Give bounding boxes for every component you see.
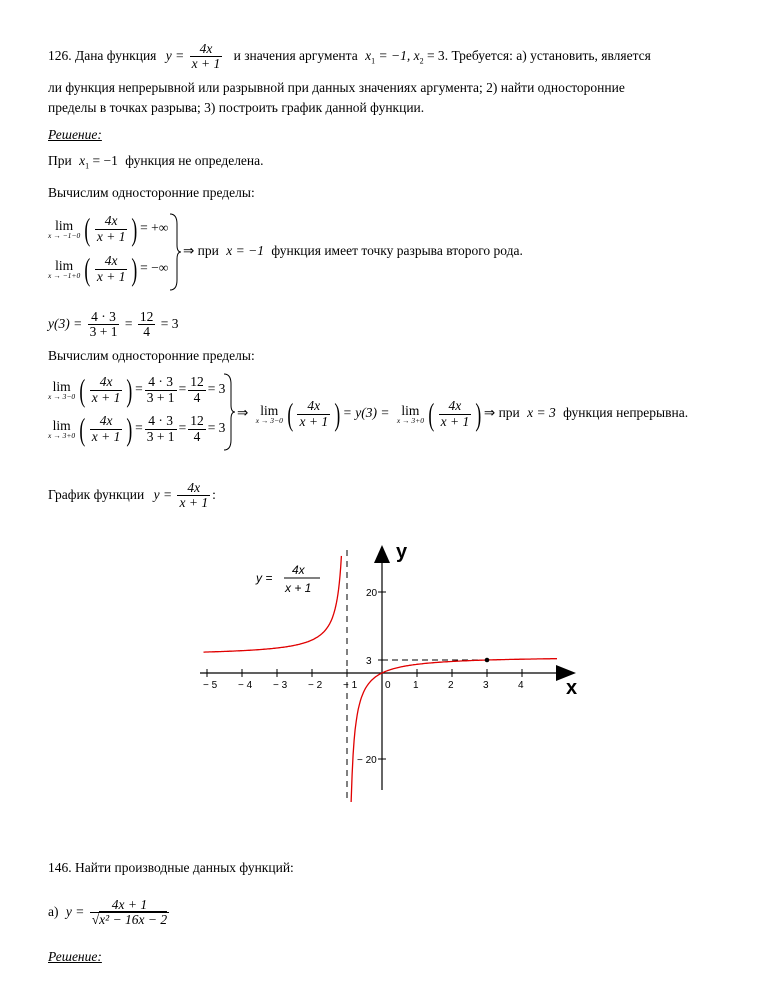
x-tick-label: 2 <box>448 680 454 691</box>
tick-marks <box>207 592 522 759</box>
legend-num: 4x <box>292 563 305 577</box>
step-undefined <box>48 153 264 171</box>
lim-den3: 4 <box>193 428 201 444</box>
problem-146-title: 146. Найти производные данных функций: <box>48 860 294 875</box>
problem-126-line2: ли функция непрерывной или разрывной при данных значениях аргумента; 2) найти односторонние <box>48 80 625 95</box>
y3-lhs: y(3) = <box>48 315 83 331</box>
step1-x: x <box>79 153 86 168</box>
conclusion: функция имеет точку разрыва второго рода. <box>271 243 523 258</box>
limit-a1: lim x → −1−0 ( $\frac{4x}{x + 1}$ ) = +∞ <box>48 211 169 247</box>
function-graph <box>196 540 586 802</box>
lim-result: = +∞ <box>140 220 169 236</box>
limit-a-conclusion <box>183 243 523 259</box>
lim-sub: x → 3+0 <box>396 416 424 425</box>
right-brace <box>168 212 182 292</box>
graph-label-text: График функции <box>48 486 145 502</box>
y-tick-label: 20 <box>366 588 378 599</box>
step1-sub: 1 <box>85 161 90 171</box>
lim-word: lim <box>52 417 71 433</box>
calc-limits-2: Вычислим односторонние пределы: <box>48 348 255 363</box>
lim-sub: x → −1+0 <box>48 271 81 280</box>
y-tick-label: − 20 <box>357 755 377 766</box>
x-tick-label: 4 <box>518 680 524 691</box>
step1-post: функция не определена. <box>125 153 264 168</box>
problem-126-line1 <box>48 42 651 71</box>
x-tick-label: 3 <box>483 680 489 691</box>
args-label: и значения аргумента <box>233 47 358 63</box>
y3-computation <box>48 310 178 339</box>
limit-a2: lim x → −1+0 ( $\frac{4x}{x + 1}$ ) = −∞ <box>48 251 169 287</box>
graph-den: x + 1 <box>179 495 209 511</box>
lim-word: lim <box>52 378 71 394</box>
args-sub2: 2 <box>419 56 424 66</box>
fraction-numerator: 4x <box>190 42 223 57</box>
lim-num: 4x <box>90 414 123 429</box>
lim-result: = 3 <box>207 420 226 436</box>
p146-den: √x² − 16x − 2 <box>91 912 168 928</box>
implies: ⇒ <box>237 405 249 421</box>
args-sub1: 1 <box>371 56 376 66</box>
legend-y: y = <box>256 571 273 585</box>
x-tick-label: − 1 <box>343 680 358 691</box>
lim-result: = 3 <box>207 381 226 397</box>
x-tick-label: − 2 <box>308 680 323 691</box>
item-a: а) <box>48 903 59 919</box>
p146-y: y = <box>65 903 85 919</box>
lim-sub: x → 3−0 <box>48 392 76 401</box>
lim-den3: 4 <box>193 389 201 405</box>
args-mid: = −1, x <box>375 47 420 63</box>
left-branch <box>204 556 342 652</box>
limit-b1: lim x → 3−0 ( $\frac{4x}{x + 1}$ ) = $\frac{4 \cdot 3}{3 + 1}$ = $\frac{12}{4}$ = 3 <box>48 372 226 408</box>
y3-num1: 4 · 3 <box>88 310 120 325</box>
curve-legend <box>255 563 320 595</box>
lim-result: = −∞ <box>140 260 169 276</box>
limit-b-conclusion: ⇒ lim x → 3−0 ( $\frac{4x}{x + 1}$ ) = y(3) = lim x → 3+0 ( $\frac{4x}{x + 1}$ ) ⇒ при x = 3 функция непрерывна. <box>237 396 689 432</box>
problem-146-a <box>48 898 171 927</box>
function-y: y = <box>165 47 185 63</box>
solution-label-2: Решение: <box>48 949 102 964</box>
x-tick-label: − 5 <box>203 680 218 691</box>
tick-labels <box>203 541 577 766</box>
graph-num: 4x <box>177 481 210 496</box>
lim-num: 4x <box>439 399 472 414</box>
lim-den: x + 1 <box>96 228 126 244</box>
lim-word: lim <box>55 257 74 273</box>
lim-den2: 3 + 1 <box>146 428 175 444</box>
p146-radicand: x² − 16x − 2 <box>99 912 168 928</box>
graph-label <box>48 481 216 510</box>
condition: x = 3 <box>527 405 556 421</box>
lim-word: lim <box>55 217 74 233</box>
lim-den: x + 1 <box>299 413 329 429</box>
conclusion: функция непрерывна. <box>563 405 689 421</box>
lim-sub: x → 3+0 <box>48 431 76 440</box>
step1-pre: При <box>48 153 72 168</box>
x-axis-label: x <box>566 677 578 699</box>
y-tick-label: 3 <box>366 656 372 667</box>
curves <box>204 556 558 802</box>
implies: ⇒ при <box>183 243 219 258</box>
marked-point <box>485 658 490 663</box>
x-tick-label: 1 <box>413 680 419 691</box>
lim-den: x + 1 <box>96 268 126 284</box>
implies-2: ⇒ при <box>483 405 520 421</box>
y-axis-label: y <box>396 541 408 563</box>
p146-num: 4x + 1 <box>90 898 169 913</box>
fraction-denominator: x + 1 <box>191 56 221 72</box>
step1-eq: = −1 <box>89 153 118 168</box>
y3-den2: 4 <box>143 324 150 340</box>
calc-limits-1: Вычислим односторонние пределы: <box>48 185 255 200</box>
lim-den: x + 1 <box>91 428 121 444</box>
y3-eq: = <box>124 315 133 331</box>
problem-126-line3: пределы в точках разрыва; 3) построить график данной функции. <box>48 100 425 115</box>
lim-den: x + 1 <box>91 389 121 405</box>
lim-num3: 12 <box>190 413 204 429</box>
y3-result: = 3 <box>160 315 179 331</box>
lim-num3: 12 <box>190 374 204 390</box>
graph-y: y = <box>153 486 173 502</box>
task-tail: . Требуется: а) установить, является <box>444 47 651 63</box>
lim-num: 4x <box>95 254 128 269</box>
x-tick-label: − 3 <box>273 680 288 691</box>
right-brace <box>222 372 236 452</box>
limit-b2: lim x → 3+0 ( $\frac{4x}{x + 1}$ ) = $\frac{4 \cdot 3}{3 + 1}$ = $\frac{12}{4}$ = 3 <box>48 411 226 447</box>
p146-fraction <box>90 898 169 927</box>
y-axis-arrow <box>374 545 390 563</box>
args-end: = 3 <box>423 47 445 63</box>
lim-num: 4x <box>297 399 330 414</box>
solution-label: Решение: <box>48 127 102 142</box>
args-x1: x <box>365 47 372 63</box>
y3-den1: 3 + 1 <box>89 324 118 340</box>
lim-word: lim <box>401 402 420 418</box>
lim-num2: 4 · 3 <box>145 414 177 429</box>
legend-den: x + 1 <box>285 581 312 595</box>
lim-sub: x → 3−0 <box>255 416 283 425</box>
lim-mid: = y(3) = <box>342 405 390 421</box>
x-tick-label: 0 <box>385 680 391 691</box>
function-fraction <box>190 42 223 71</box>
x-tick-label: − 4 <box>238 680 253 691</box>
lim-num: 4x <box>95 214 128 229</box>
lim-num: 4x <box>90 375 123 390</box>
lim-den: x + 1 <box>440 413 470 429</box>
condition: x = −1 <box>226 243 264 258</box>
lim-sub: x → −1−0 <box>48 231 81 240</box>
problem-number: 126. Дана функция <box>48 47 157 63</box>
y3-num2: 12 <box>139 309 154 324</box>
lim-word: lim <box>260 402 279 418</box>
graph-colon: : <box>212 486 216 502</box>
lim-num2: 4 · 3 <box>145 375 177 390</box>
lim-den2: 3 + 1 <box>146 389 175 405</box>
